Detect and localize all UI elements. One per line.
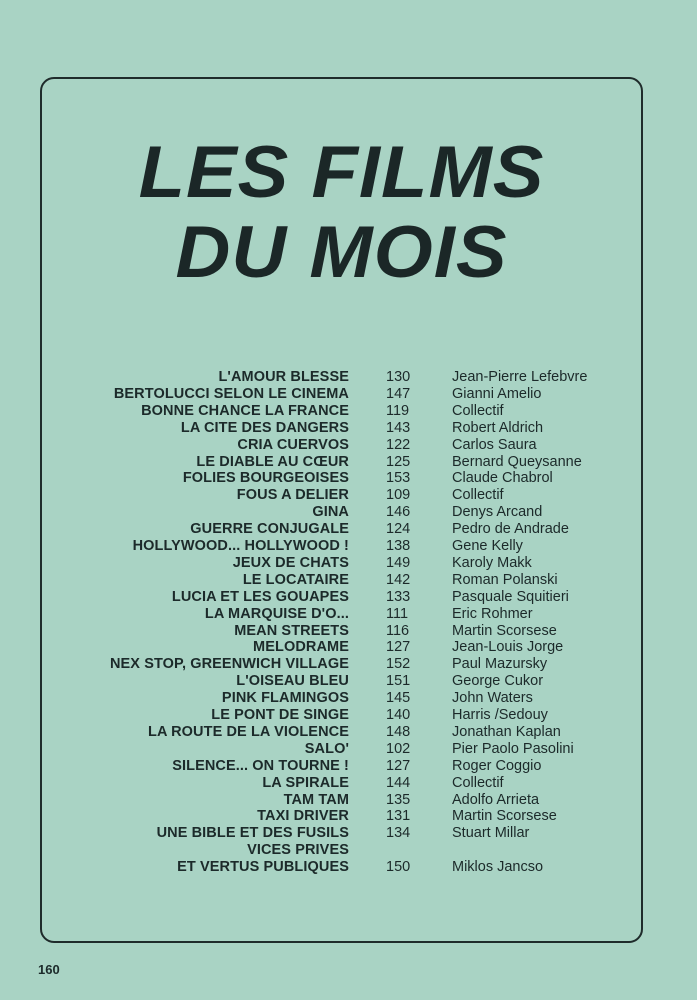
film-director: Martin Scorsese [452,808,557,825]
film-row [0,403,697,420]
film-title: BONNE CHANCE LA FRANCE [141,402,349,419]
film-title: LE LOCATAIRE [242,571,349,588]
film-director: Roman Polanski [452,571,558,588]
film-title: TAM TAM [283,791,349,808]
film-page: 147 [386,385,411,402]
film-title: MELODRAME [253,639,349,656]
film-page: 130 [386,369,411,385]
film-director: Collectif [452,402,504,419]
film-title: BERTOLUCCI SELON LE CINEMA [113,385,349,402]
film-row [0,454,697,471]
film-director: George Cukor [452,673,544,690]
film-page: 133 [386,588,411,605]
film-row [0,825,697,842]
film-director: Eric Rohmer [452,605,533,622]
film-row [0,707,697,724]
page-title [28,133,655,293]
film-page: 124 [386,521,411,538]
film-page: 111 [386,605,409,622]
film-director: Pasquale Squitieri [452,588,569,605]
film-director: Paul Mazursky [452,656,548,673]
film-row [0,538,697,555]
film-director: Collectif [452,487,504,504]
film-title: VICES PRIVES [247,842,349,859]
film-page: 125 [386,453,411,470]
film-page: 131 [386,808,411,825]
title-line-1: LES FILMS [138,132,545,213]
film-row [0,470,697,487]
film-page: 142 [386,571,411,588]
film-title: NEX STOP, GREENWICH VILLAGE [109,656,349,673]
title-line-2: DU MOIS [175,212,508,293]
film-row [0,758,697,775]
film-row [0,386,697,403]
film-page: 135 [386,791,411,808]
film-director: Pier Paolo Pasolini [452,740,574,757]
film-row [0,606,697,623]
film-director: Roger Coggio [452,757,542,774]
film-row [0,437,697,454]
film-row [0,555,697,572]
film-row [0,487,697,504]
film-title: PINK FLAMINGOS [221,690,349,707]
film-page: 152 [386,656,411,673]
film-title: LA MARQUISE D'O... [204,605,349,622]
film-page: 116 [386,622,410,639]
film-director: Martin Scorsese [452,622,557,639]
film-row [0,589,697,606]
film-page: 153 [386,470,411,487]
film-page: 109 [386,487,411,504]
film-title: LUCIA ET LES GOUAPES [171,588,349,605]
film-title: MEAN STREETS [234,622,349,639]
film-director: Jonathan Kaplan [452,723,561,740]
film-title: L'AMOUR BLESSE [218,369,349,385]
film-row [0,792,697,809]
film-title: LA SPIRALE [262,774,349,791]
film-page: 148 [386,723,411,740]
film-director: Harris /Sedouy [452,707,548,723]
film-page: 143 [386,419,411,436]
page-number: 160 [38,962,60,977]
film-director: Bernard Queysanne [452,453,582,470]
film-director: Jean-Pierre Lefebvre [452,369,588,385]
film-page: 119 [386,402,410,419]
film-page: 127 [386,639,411,656]
film-title: CRIA CUERVOS [237,436,349,453]
film-row [0,521,697,538]
film-director: Gene Kelly [452,538,523,554]
film-row [0,859,697,876]
film-director: Gianni Amelio [452,385,542,402]
film-row [0,656,697,673]
film-row [0,808,697,825]
film-page: 138 [386,538,411,554]
film-title: HOLLYWOOD... HOLLYWOOD ! [132,538,349,554]
film-title: LE PONT DE SINGE [211,707,349,723]
film-row [0,690,697,707]
film-director: Miklos Jancso [452,859,544,876]
film-director: Adolfo Arrieta [452,791,540,808]
film-page: 144 [386,774,411,791]
film-title: FOUS A DELIER [236,487,349,504]
film-title: SILENCE... ON TOURNE ! [172,757,349,774]
film-title: ET VERTUS PUBLIQUES [177,859,349,876]
film-title: L'OISEAU BLEU [236,673,349,690]
film-page: 102 [386,740,411,757]
film-director: Denys Arcand [452,504,543,521]
film-title: LE DIABLE AU CŒUR [196,453,349,470]
film-row [0,724,697,741]
film-title: LA ROUTE DE LA VIOLENCE [147,723,349,740]
film-row [0,639,697,656]
film-page: 150 [386,859,411,876]
film-title: LA CITE DES DANGERS [180,419,349,436]
film-row [0,420,697,437]
film-director: Jean-Louis Jorge [452,639,564,656]
film-director: Karoly Makk [452,554,532,571]
film-page: 140 [386,707,411,723]
film-title: UNE BIBLE ET DES FUSILS [156,825,349,842]
film-page: 149 [386,554,411,571]
film-page: 122 [386,436,411,453]
film-title: GINA [312,504,349,521]
film-row [0,775,697,792]
film-row [0,741,697,758]
film-director: Carlos Saura [452,436,537,453]
film-director: Robert Aldrich [452,419,544,436]
film-page: 127 [386,757,411,774]
film-row [0,623,697,640]
film-row [0,572,697,589]
film-director: John Waters [452,690,533,707]
film-director: Collectif [452,774,504,791]
film-title: GUERRE CONJUGALE [190,521,349,538]
film-page: 134 [386,825,411,842]
film-page: 145 [386,690,411,707]
film-director: Stuart Millar [452,825,530,842]
film-title: JEUX DE CHATS [232,554,349,571]
film-director: Pedro de Andrade [452,521,569,538]
film-title: SALO' [304,740,349,757]
film-director: Claude Chabrol [452,470,553,487]
film-title: FOLIES BOURGEOISES [182,470,349,487]
film-row [0,842,697,859]
film-page: 146 [386,504,411,521]
film-row [0,673,697,690]
film-title: TAXI DRIVER [257,808,349,825]
film-row [0,369,697,386]
film-row [0,504,697,521]
film-page: 151 [386,673,411,690]
